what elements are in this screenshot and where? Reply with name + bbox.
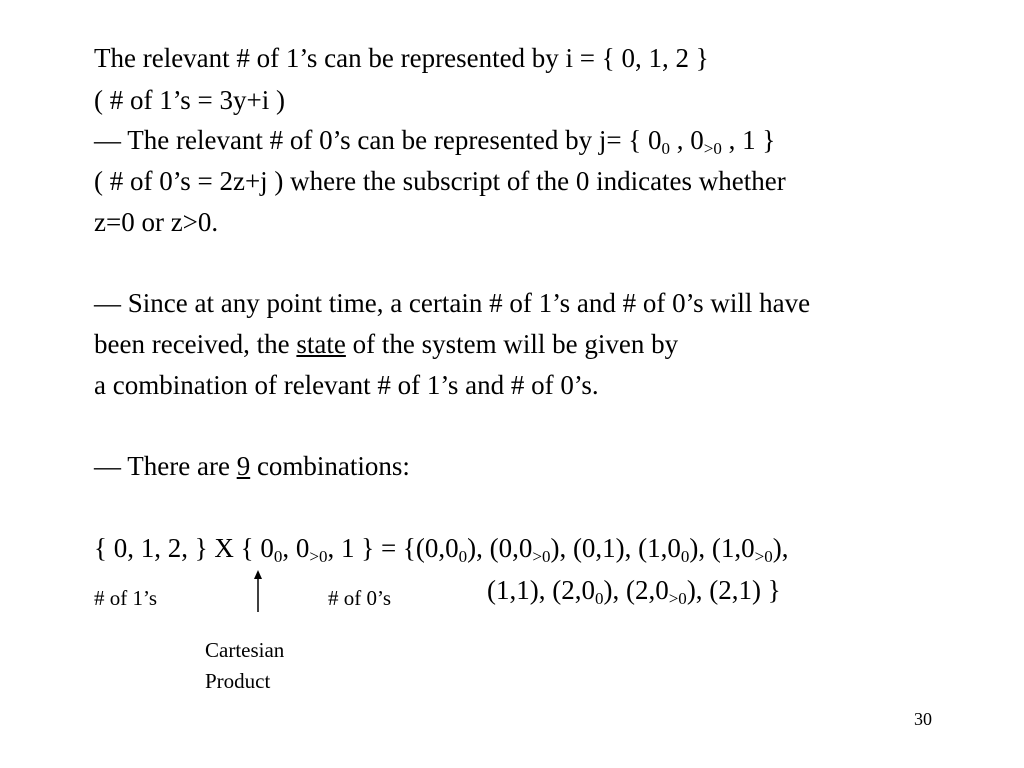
eq2-part-1: (1,1), (2,0 [487, 575, 595, 605]
eq-part-1: { 0, 1, 2, } X { 0 [94, 533, 274, 563]
page-number: 30 [914, 709, 932, 729]
text-line-6: — Since at any point time, a certain # of 1’s and # of 0’s will have [94, 288, 811, 318]
text-line-8: a combination of relevant # of 1’s and # of 0’s. [94, 370, 599, 400]
subscript: >0 [668, 589, 687, 608]
text-line-3 [94, 124, 775, 160]
text-line-1: The relevant # of 1’s can be represented by i = { 0, 1, 2 } [94, 43, 709, 73]
text-line-7-a: been received, the [94, 329, 297, 359]
text-line-9-a: — There are [94, 451, 237, 481]
text-line-9-b: combinations: [250, 451, 410, 481]
text-line-3-c: , 1 } [721, 125, 776, 155]
eq-part-5: ), (0,1), (1,0 [550, 533, 681, 563]
subscript: 0 [273, 547, 283, 566]
label-number-of-zeros: # of 0’s [328, 586, 391, 610]
eq-part-7: ), [772, 533, 789, 563]
state-underlined: state [296, 329, 346, 359]
eq-part-3: , 1 } = {(0,0 [327, 533, 459, 563]
text-line-4: ( # of 0’s = 2z+j ) where the subscript of the 0 indicates whether [94, 166, 786, 196]
text-line-2: ( # of 1’s = 3y+i ) [94, 85, 285, 115]
cartesian-equation-line [94, 532, 789, 568]
up-arrow-icon [253, 570, 263, 612]
text-line-7 [94, 328, 678, 360]
subscript: >0 [703, 139, 722, 158]
nine-underlined: 9 [236, 451, 251, 481]
eq2-part-2: ), (2,0 [603, 575, 669, 605]
label-number-of-ones: # of 1’s [94, 586, 157, 610]
eq-part-2: , 0 [282, 533, 310, 563]
subscript: 0 [680, 547, 690, 566]
subscript: 0 [458, 547, 468, 566]
subscript: >0 [309, 547, 328, 566]
subscript: 0 [661, 139, 671, 158]
subscript: 0 [594, 589, 604, 608]
text-line-3-b: , 0 [670, 125, 704, 155]
cartesian-result-line-2 [487, 574, 781, 610]
label-product: Product [205, 669, 271, 693]
eq-part-4: ), (0,0 [467, 533, 533, 563]
text-line-7-b: of the system will be given by [345, 329, 679, 359]
text-line-5: z=0 or z>0. [94, 207, 219, 237]
text-line-9 [94, 450, 410, 482]
subscript: >0 [532, 547, 551, 566]
eq2-part-3: ), (2,1) } [686, 575, 781, 605]
eq-part-6: ), (1,0 [689, 533, 755, 563]
subscript: >0 [754, 547, 773, 566]
text-line-3-a: — The relevant # of 0’s can be represented by j= { 0 [94, 125, 662, 155]
label-cartesian: Cartesian [205, 638, 285, 662]
